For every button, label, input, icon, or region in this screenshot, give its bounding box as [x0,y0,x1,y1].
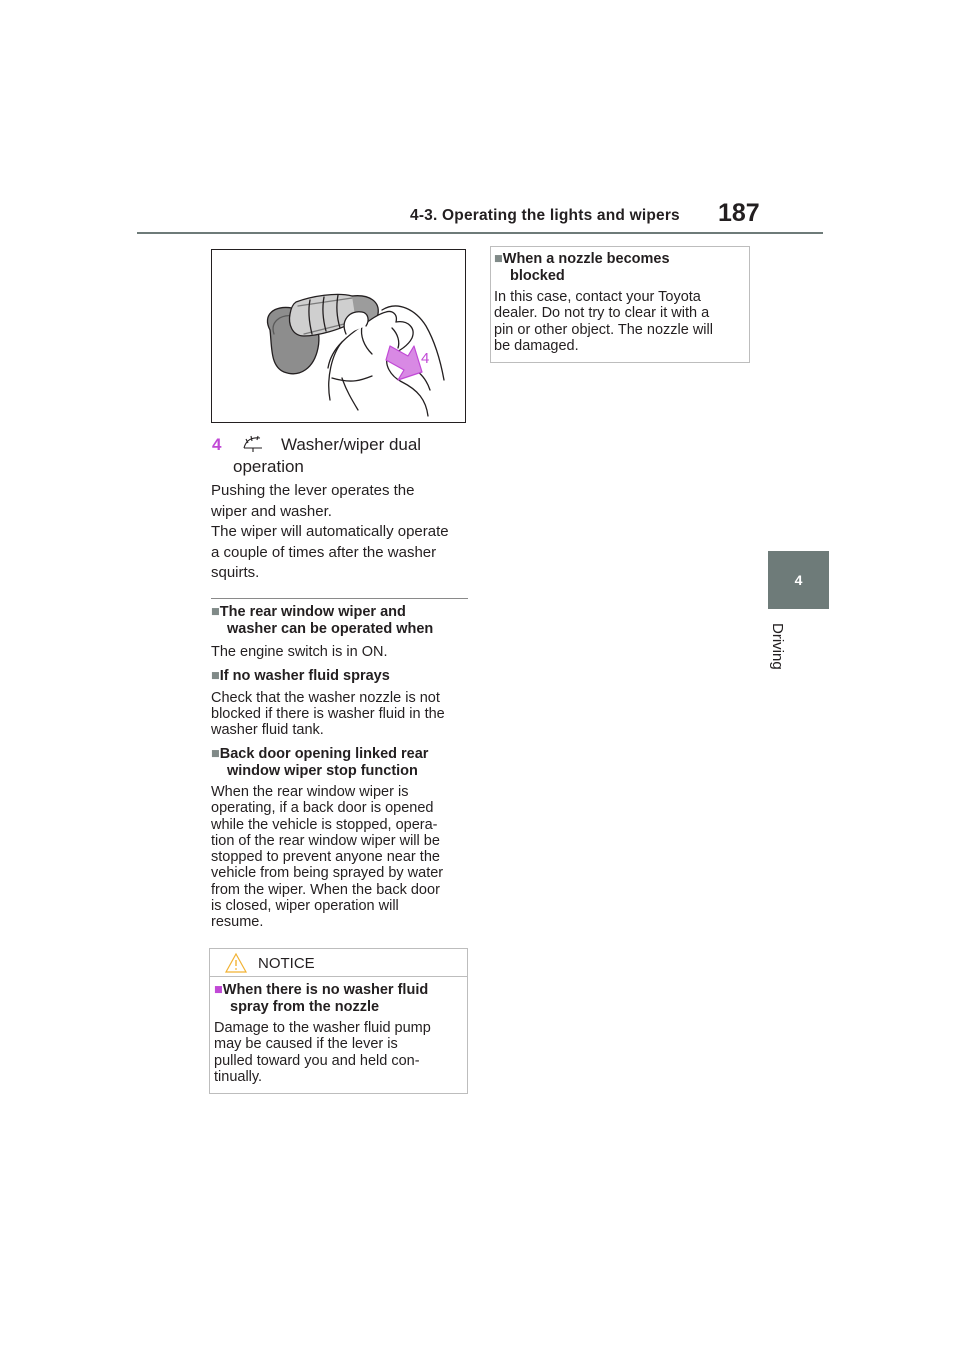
note-rear-wiper-operable [211,604,469,660]
heading-line: washer can be operated when [227,620,434,637]
note-heading [211,604,469,637]
note-body [211,690,469,739]
heading-line: When there is no washer fluid [222,982,429,998]
item-number: 4 [212,435,222,454]
heading-line: The rear window wiper and [219,604,406,620]
warning-triangle-icon [224,952,248,979]
chapter-number: 4 [794,572,803,588]
heading-line: spray from the nozzle [230,998,380,1015]
chapter-tab [768,551,829,609]
heading-line: If no washer fluid sprays [219,668,390,684]
note-heading [211,668,469,685]
bullet-square-icon: ■ [211,604,220,620]
callout-number: 4 [421,350,430,367]
text-line: tion of the rear window wiper will be [211,832,440,849]
page-number: 187 [718,199,760,227]
heading-line: window wiper stop function [227,762,418,779]
text-line: be damaged. [494,337,579,354]
heading-line: When a nozzle becomes [502,251,670,267]
text-line: wiper and washer. [211,502,332,520]
bullet-square-icon: ■ [214,982,223,998]
item-4-label-line2: operation [233,457,304,476]
note-body [211,644,469,660]
bullet-square-icon: ■ [494,251,503,267]
text-line: stopped to prevent anyone near the [211,849,440,866]
text-line: is closed, wiper operation will [211,898,399,915]
note-heading [494,251,746,284]
text-line: pulled toward you and held con- [214,1052,420,1069]
note-heading [211,746,469,779]
text-line: dealer. Do not try to clear it with a [494,305,710,322]
chapter-name: Driving [769,623,786,670]
wiper-lever-illustration [211,249,466,423]
item-4-heading [212,434,421,456]
text-line: When the rear window wiper is [211,784,409,800]
text-line: a couple of times after the washer [211,543,437,561]
notice-heading [214,982,466,1015]
section-divider [211,598,468,599]
text-line: washer fluid tank. [211,722,324,739]
item-4-paragraph-2 [211,522,449,584]
item-4-label-line1: Washer/wiper dual [280,435,422,454]
notice-body [214,1020,466,1085]
heading-line: blocked [510,267,565,284]
header-divider [137,232,823,234]
text-line: In this case, contact your Toyota [494,289,701,305]
text-line: while the vehicle is stopped, opera- [211,816,438,833]
washer-wiper-icon [242,434,264,454]
note-back-door-wiper-stop [211,746,469,931]
text-line: vehicle from being sprayed by water [211,865,444,882]
text-line: The wiper will automatically operate [211,523,449,540]
note-body [494,289,746,354]
note-no-washer-fluid [211,668,469,738]
item-4-paragraph-1 [211,481,414,522]
text-line: pin or other object. The nozzle will [494,321,713,338]
section-title: 4-3. Operating the lights and wipers [410,207,680,224]
note-body [211,784,469,931]
bullet-square-icon: ■ [211,746,220,762]
text-line: Damage to the washer fluid pump [214,1020,431,1036]
text-line: resume. [211,914,264,931]
notice-content [214,982,466,1085]
text-line: squirts. [211,564,260,581]
text-line: tinually. [214,1068,263,1085]
notice-title: NOTICE [258,955,315,972]
text-line: from the wiper. When the back door [211,881,440,898]
text-line: Pushing the lever operates the [211,482,415,499]
nozzle-blocked-content [494,251,746,354]
text-line: operating, if a back door is opened [211,800,434,817]
bullet-square-icon: ■ [211,668,220,684]
hand-on-lever-drawing [212,250,466,423]
text-line: Check that the washer nozzle is not [211,689,440,706]
text-line: The engine switch is in ON. [211,644,388,660]
text-line: may be caused if the lever is [214,1036,398,1053]
text-line: blocked if there is washer fluid in the [211,705,445,722]
heading-line: Back door opening linked rear [219,746,429,762]
